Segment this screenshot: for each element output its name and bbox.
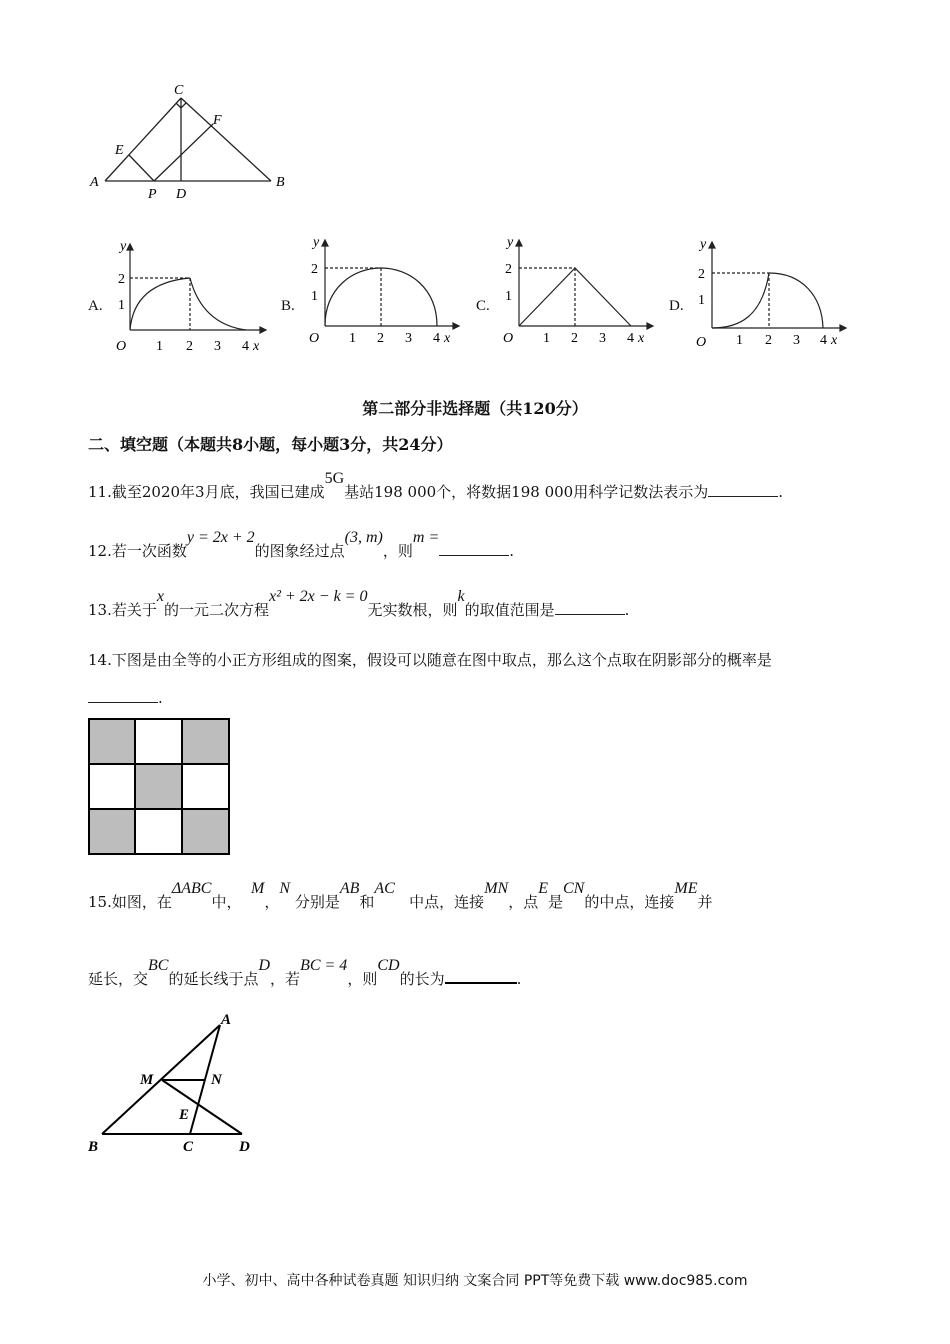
graph-b-y: y [313,235,320,250]
graph-d-x1: 1 [736,333,743,348]
graph-option-c [497,232,657,352]
fig15-label-a: A [221,1012,232,1028]
graph-a-tick-1: 1 [118,298,125,313]
label-c: C [174,83,184,98]
figure-15 [82,1005,267,1160]
graph-b-tick-2: 2 [311,262,318,277]
label-b: B [276,175,285,190]
graph-d-y: y [700,237,707,252]
fig15-label-c: C [183,1139,194,1155]
graph-c-x4: 4 [627,331,634,346]
graph-c-x: x [638,331,645,346]
triangle-figure [85,78,305,203]
label-p: P [148,187,157,202]
graph-d-x3: 3 [793,333,800,348]
option-a-label[interactable]: A. [88,298,103,314]
graph-b-origin: O [309,331,320,346]
graph-a-x: x [253,339,260,354]
graph-a-x3: 3 [214,339,221,354]
fig15-label-n: N [211,1072,222,1088]
graph-a-tick-2: 2 [118,272,125,287]
graph-b-x3: 3 [405,331,412,346]
graph-c-tick-2: 2 [505,262,512,277]
label-f: F [213,113,222,128]
graph-c-x3: 3 [599,331,606,346]
footer: 小学、初中、高中各种试卷真题 知识归纳 文案合同 PPT等免费下载 www.doc985.com [202,1273,748,1289]
graph-d-tick-2: 2 [698,267,705,282]
graph-a-origin: O [116,339,127,354]
fig15-label-d: D [239,1139,250,1155]
fig15-label-m: M [140,1072,154,1088]
option-b-label[interactable]: B. [281,298,295,314]
graph-option-b [303,232,463,352]
question-15: 15.如图，在ΔABC中， M，N 分别是AB和AC 中点，连接MN，点E是CN的中点，连接ME并 [88,880,713,911]
graph-b-x4: 4 [433,331,440,346]
question-12: 12.若一次函数y = 2x + 2的图象经过点(3, m)，则m =. [88,529,515,560]
question-13: 13.若关于x的一元二次方程x² + 2x − k = 0无实数根，则k的取值范围是 . [88,588,630,619]
graph-option-a [110,238,270,358]
label-e: E [115,143,124,158]
graph-d-tick-1: 1 [698,293,705,308]
graph-b-tick-1: 1 [311,289,318,304]
question-11: 11.截至2020年3月底，我国已建成5G基站198 000个，将数据198 000用科学记数法表示为 . [88,470,783,501]
graph-a-x2: 2 [186,339,193,354]
graph-d-x: x [831,333,838,348]
option-d-label[interactable]: D. [669,298,684,314]
graph-b-x2: 2 [377,331,384,346]
graph-a-x1: 1 [156,339,163,354]
label-a: A [90,175,99,190]
graph-c-x2: 2 [571,331,578,346]
section-title: 第二部分非选择题（共120分） [362,399,588,418]
answer-blank-13[interactable] [555,600,625,615]
option-c-label[interactable]: C. [476,298,490,314]
question-14: 14.下图是由全等的小正方形组成的图案，假设可以随意在图中取点，那么这个点取在阴影部分的概率是 [88,651,772,669]
graph-d-x4: 4 [820,333,827,348]
graph-a-y: y [120,239,127,254]
answer-blank-15[interactable] [445,968,517,984]
graph-c-origin: O [503,331,514,346]
answer-blank-11[interactable] [708,482,778,497]
graph-option-d [690,236,850,356]
part-heading: 二、填空题（本题共8小题，每小题3分，共24分） [88,435,453,454]
graph-c-x1: 1 [543,331,550,346]
graph-b-x: x [444,331,451,346]
label-d: D [176,187,187,202]
graph-c-tick-1: 1 [505,289,512,304]
graph-d-x2: 2 [765,333,772,348]
answer-blank-14[interactable] [88,688,158,703]
graph-d-origin: O [696,335,707,350]
answer-blank-12[interactable] [439,541,509,556]
graph-b-x1: 1 [349,331,356,346]
graph-a-x4: 4 [242,339,249,354]
fig15-label-b: B [88,1139,99,1155]
graph-c-y: y [507,235,514,250]
question-14-blank-line: . [88,688,163,708]
fig15-label-e: E [179,1107,190,1123]
shaded-grid [88,718,232,856]
question-15-line-2: 延长，交BC的延长线于点D，若BC = 4，则CD的长为 . [88,957,522,988]
